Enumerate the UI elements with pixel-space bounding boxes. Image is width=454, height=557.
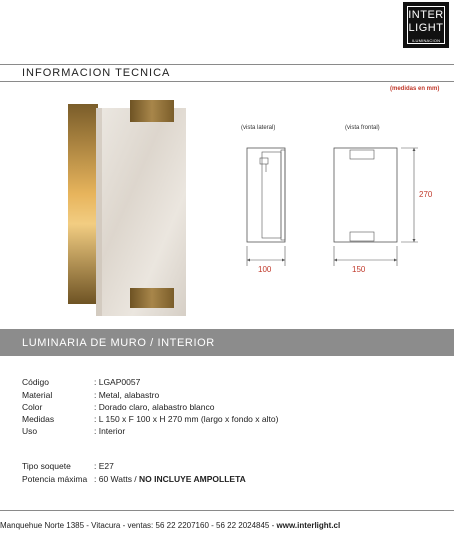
height-value: 270	[419, 190, 433, 199]
logo-line-2: LIGHT	[408, 22, 444, 34]
top-bracket	[130, 100, 174, 122]
units-note: (medidas en mm)	[390, 86, 440, 92]
side-socket	[260, 158, 268, 164]
spec-key-use: Uso	[22, 426, 38, 436]
front-outline	[334, 148, 397, 242]
spec-key-code: Código	[22, 377, 49, 387]
category-title: LUMINARIA DE MURO / INTERIOR	[22, 337, 215, 349]
side-view-label: (vista lateral)	[241, 125, 276, 131]
footer-contact	[0, 521, 340, 530]
width-value: 150	[352, 265, 366, 274]
spec-value-dimensions: : L 150 x F 100 x H 270 mm (largo x fondo x alto)	[94, 414, 279, 424]
spec-value-use: : Interior	[94, 426, 126, 436]
logo-line-3: ILUMINACION	[411, 38, 441, 43]
front-top-bracket	[350, 150, 374, 159]
brand-logo	[403, 2, 449, 48]
spec-value-material: : Metal, alabastro	[94, 390, 160, 400]
depth-value: 100	[258, 265, 272, 274]
spec-value-socket: : E27	[94, 461, 114, 471]
front-bottom-bracket	[350, 232, 374, 241]
spec-key-dimensions: Medidas	[22, 414, 55, 424]
front-view-drawing	[325, 138, 425, 273]
side-bracket	[281, 150, 285, 240]
logo-frame	[407, 6, 445, 44]
side-shade	[262, 152, 281, 238]
power-note: NO INCLUYE AMPOLLETA	[139, 474, 246, 484]
spec-key-material: Material	[22, 390, 53, 400]
alabaster-shade	[96, 108, 186, 316]
footer-website-link[interactable]: www.interlight.cl	[276, 521, 341, 530]
spec-key-color: Color	[22, 402, 43, 412]
spec-value-power	[94, 474, 246, 484]
header-rule-bottom	[0, 81, 454, 82]
spec-key-socket: Tipo soquete	[22, 461, 71, 471]
section-title: INFORMACION TECNICA	[22, 67, 171, 79]
product-photo	[60, 98, 190, 320]
brass-back-plate	[68, 104, 98, 304]
footer-rule	[0, 510, 454, 511]
footer-address: Manquehue Norte 1385 - Vitacura - ventas: 56 22 2207160 - 56 22 2024845 -	[0, 521, 275, 530]
spec-value-code: : LGAP0057	[94, 377, 141, 387]
header-rule-top	[0, 64, 454, 65]
spec-value-color: : Dorado claro, alabastro blanco	[94, 402, 215, 412]
logo-line-1: INTER	[408, 9, 444, 21]
shade-edge	[96, 108, 102, 316]
power-watts: : 60 Watts /	[94, 474, 137, 484]
front-view-label: (vista frontal)	[345, 125, 380, 131]
bottom-bracket	[130, 288, 174, 308]
side-view-drawing	[240, 138, 290, 273]
side-outline	[247, 148, 285, 242]
spec-key-power: Potencia máxima	[22, 474, 88, 484]
